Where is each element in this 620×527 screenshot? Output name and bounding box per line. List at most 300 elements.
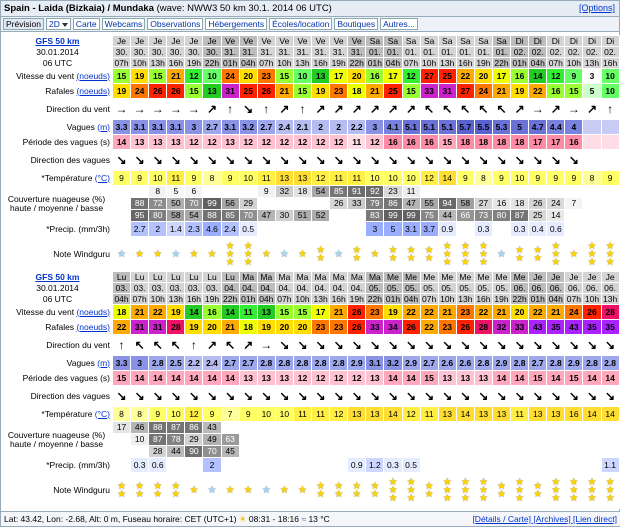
cloud-cell: 56: [221, 198, 239, 210]
wave-height-cell: 2.8: [583, 356, 601, 371]
header-cell: 04h: [259, 293, 274, 304]
star-icon: ★: [442, 257, 452, 268]
cloud-cell: 99: [402, 210, 420, 222]
wave-period-cell: 18: [511, 135, 529, 150]
precipitation-cell: 0.3: [131, 458, 149, 473]
tab-0[interactable]: Prévision: [3, 18, 44, 30]
wave-period-cell: 15: [420, 371, 438, 386]
precipitation-cell: [113, 458, 131, 473]
wave-direction-cell: [149, 386, 167, 407]
wind-speed-label-unit-link[interactable]: (noeuds): [76, 306, 110, 317]
star-icon: ★: [135, 489, 145, 500]
wave-direction-cell: [529, 386, 547, 407]
header-cell: 13h: [313, 293, 328, 304]
utc-label: 06 UTC: [3, 294, 113, 305]
cloud-cell: [239, 186, 257, 198]
model-link[interactable]: GFS 50 km: [35, 271, 80, 282]
star-icon: ★: [605, 257, 615, 268]
header-cell: 31.: [239, 47, 257, 58]
wind-direction-cell: [312, 335, 330, 356]
header-cell: Lu: [113, 272, 131, 283]
precipitation-cell: [565, 458, 583, 473]
gust-cell: 19: [185, 320, 203, 335]
star-icon: ★: [424, 489, 434, 500]
header-cell: Me: [402, 272, 420, 283]
cloud-cell: [239, 434, 257, 446]
wave-height-cell: 2.8: [601, 356, 619, 371]
wind-direction-cell: [312, 99, 330, 120]
star-icon: ★: [587, 249, 597, 260]
temperature-cell: 9: [113, 171, 131, 186]
header-cell: 02.: [565, 47, 583, 58]
wind-arrow-icon: ↘: [442, 338, 453, 352]
wave-height-cell: 5.1: [420, 120, 438, 135]
footer-links[interactable]: [Détails / Carte] [Archives] [Lien direct]: [472, 514, 617, 524]
precipitation-cell: [456, 458, 474, 473]
wave-height-cell: 3: [131, 356, 149, 371]
cloud-cell: 58: [167, 210, 185, 222]
precipitation-cell: 0.3: [474, 222, 492, 237]
rating-cell: [131, 237, 149, 273]
header-cell: Je: [185, 36, 203, 47]
cloud-cell: [420, 434, 438, 446]
wind-arrow-icon: ↗: [243, 338, 254, 352]
wind-speed-label-unit-link[interactable]: (noeuds): [76, 70, 110, 81]
rating-cell: [402, 237, 420, 273]
gust-cell: 35: [583, 320, 601, 335]
gust-cell: 19: [511, 84, 529, 99]
temperature-cell: 16: [565, 407, 583, 422]
cloud-cell: [438, 186, 456, 198]
star-icon: ★: [587, 485, 597, 496]
wave-arrow-icon: ↘: [188, 153, 199, 167]
precipitation-cell: [601, 222, 619, 237]
rating-stars: [171, 251, 180, 259]
rating-stars: [515, 247, 524, 263]
tab-6[interactable]: Écoles/location: [269, 18, 332, 30]
star-icon: ★: [497, 489, 506, 500]
cloud-cell: [402, 446, 420, 458]
wave-period-cell: 14: [185, 371, 203, 386]
star-icon: ★: [478, 493, 488, 504]
windguru-rating-label: Note Windguru: [3, 473, 113, 509]
wave-height-cell: 2: [330, 120, 348, 135]
wind-speed-cell: 20: [511, 305, 529, 320]
gust-cell: 31: [438, 84, 456, 99]
cloud-cell: 8: [149, 186, 167, 198]
sea-temp: 13 °C: [308, 514, 330, 524]
star-icon: ★: [225, 249, 235, 260]
rating-cell: [167, 237, 185, 273]
wave-arrow-icon: ↘: [261, 389, 272, 403]
header-cell: 13h: [168, 293, 183, 304]
header-cell: 16h: [331, 293, 346, 304]
cloud-cell: 88: [131, 198, 149, 210]
wave-direction-cell: [547, 150, 565, 171]
wave-direction-cell: [239, 150, 257, 171]
wind-arrow-icon: ↘: [387, 338, 398, 352]
star-icon: ★: [460, 241, 470, 252]
wave-height-cell: 2.8: [474, 356, 492, 371]
star-icon: ★: [406, 253, 416, 264]
gust-label-unit-link[interactable]: (noeuds): [76, 85, 110, 96]
wind-speed-cell: 3: [583, 69, 601, 84]
header-cell: 22h: [494, 57, 509, 68]
wave-period-cell: 12: [275, 135, 293, 150]
wave-height-cell: 5.1: [402, 120, 420, 135]
wind-speed-cell: 23: [257, 69, 275, 84]
star-icon: ★: [478, 485, 488, 496]
wave-height-cell: [601, 120, 619, 135]
wind-speed-cell: 18: [113, 305, 131, 320]
star-icon: ★: [316, 253, 326, 264]
gust-cell: 33: [366, 320, 384, 335]
precipitation-cell: [293, 222, 311, 237]
tab-bar: [1, 17, 619, 32]
cloud-cell: 85: [330, 186, 348, 198]
cloud-cell: [131, 446, 149, 458]
star-icon: ★: [225, 485, 235, 496]
cloud-cell: [456, 446, 474, 458]
rating-stars: [569, 479, 578, 503]
precipitation-cell: 0.4: [529, 222, 547, 237]
options-link[interactable]: [Options]: [578, 3, 615, 13]
precipitation-cell: 3.1: [402, 222, 420, 237]
wind-speed-cell: 14: [185, 305, 203, 320]
star-icon: ★: [587, 241, 597, 252]
precipitation-cell: 3.7: [420, 222, 438, 237]
cloud-cell: 83: [366, 210, 384, 222]
star-icon: ★: [207, 485, 217, 496]
wave-height-cell: 2.4: [203, 356, 221, 371]
wind-arrow-icon: ↘: [550, 338, 561, 352]
wave-arrow-icon: ↘: [496, 389, 507, 403]
header-cell: 04h: [241, 57, 256, 68]
header-cell: 30.: [203, 47, 221, 58]
wind-direction-cell: [203, 335, 221, 356]
wave-arrow-icon: ↘: [152, 153, 163, 167]
wind-direction-cell: [131, 99, 149, 120]
wind-speed-cell: 24: [565, 305, 583, 320]
temperature-label-unit-link[interactable]: (°C): [94, 172, 110, 183]
rating-cell: [456, 473, 474, 509]
rating-stars: [588, 243, 597, 267]
star-icon: ★: [406, 477, 416, 488]
cloud-cell: 79: [366, 198, 384, 210]
header-cell: Je: [131, 36, 149, 47]
wind-speed-cell: 16: [366, 69, 384, 84]
star-icon: ★: [460, 257, 470, 268]
star-icon: ★: [189, 249, 199, 260]
precipitation-cell: [239, 458, 257, 473]
waves-label-unit-link[interactable]: (m): [97, 357, 110, 368]
wave-direction-cell: [420, 386, 438, 407]
wind-speed-cell: 20: [348, 69, 366, 84]
precipitation-label: *Precip. (mm/3h): [3, 222, 113, 237]
cloud-cell: [601, 446, 619, 458]
star-icon: ★: [551, 241, 561, 252]
header-cell: 07h: [548, 57, 563, 68]
cloud-cell: 26: [529, 198, 547, 210]
star-icon: ★: [569, 493, 579, 504]
star-icon: ★: [243, 241, 253, 252]
wind-direction-cell: [275, 99, 293, 120]
gust-label-unit-link[interactable]: (noeuds): [76, 321, 110, 332]
wind-direction-cell: [547, 99, 565, 120]
star-icon: ★: [298, 249, 307, 260]
wind-speed-cell: 20: [239, 69, 257, 84]
header-cell: 01.: [366, 47, 384, 58]
cloud-cell: 5: [167, 186, 185, 198]
rating-cell: [547, 473, 565, 509]
cloud-cell: 85: [221, 210, 239, 222]
cloud-cell: 50: [167, 198, 185, 210]
precipitation-cell: [185, 458, 203, 473]
wave-arrow-icon: ↘: [460, 389, 471, 403]
wave-period-cell: 14: [167, 371, 185, 386]
wind-arrow-icon: ↘: [478, 338, 489, 352]
wind-arrow-icon: ↖: [225, 338, 236, 352]
temperature-cell: 9: [185, 171, 203, 186]
model-label: [3, 36, 113, 47]
cloud-cell: 51: [293, 210, 311, 222]
wave-period-cell: 14: [492, 371, 510, 386]
wave-direction-cell: [384, 150, 402, 171]
header-cell: Je: [167, 36, 185, 47]
gust-cell: 25: [384, 84, 402, 99]
precipitation-cell: [547, 458, 565, 473]
temperature-cell: 11: [312, 407, 330, 422]
chevron-down-icon: [62, 23, 68, 27]
cloud-cell: [239, 422, 257, 434]
cloud-cell: [601, 422, 619, 434]
cloud-cell: [601, 434, 619, 446]
temperature-cell: 13: [529, 407, 547, 422]
rating-stars: [407, 247, 416, 263]
rating-cell: [312, 473, 330, 509]
wave-height-cell: 2.7: [203, 120, 221, 135]
wind-direction-cell: [384, 99, 402, 120]
wind-arrow-icon: ↖: [134, 338, 145, 352]
wind-arrow-icon: ↘: [315, 338, 326, 352]
cloud-cell: 66: [456, 210, 474, 222]
header-cell: 22h: [512, 293, 527, 304]
star-icon: ★: [388, 477, 398, 488]
wave-period-cell: 12: [348, 371, 366, 386]
tab-7[interactable]: Boutiques: [334, 18, 378, 30]
header-cell: 03.: [131, 283, 149, 294]
wind-speed-cell: 27: [420, 69, 438, 84]
header-cell: 13h: [440, 57, 455, 68]
waves-label-unit-link[interactable]: (m): [97, 121, 110, 132]
cloud-cell: 47: [402, 198, 420, 210]
wave-height-cell: 2.8: [312, 356, 330, 371]
wind-direction-cell: [474, 335, 492, 356]
header-cell: Sa: [456, 36, 474, 47]
cloud-cell: [511, 186, 529, 198]
precipitation-cell: [583, 222, 601, 237]
wave-period-cell: 18: [456, 135, 474, 150]
cloud-cell: [239, 446, 257, 458]
header-cell: 07h: [114, 57, 129, 68]
header-cell: Lu: [131, 272, 149, 283]
header-cell: 05.: [438, 283, 456, 294]
rating-cell: [149, 237, 167, 273]
star-icon: ★: [551, 257, 561, 268]
wind-speed-cell: 21: [167, 69, 185, 84]
wind-direction-cell: [474, 99, 492, 120]
header-cell: 10h: [132, 57, 147, 68]
wave-arrow-icon: ↘: [550, 389, 561, 403]
star-icon: ★: [442, 241, 452, 252]
cloud-cell: 52: [312, 210, 330, 222]
header-cell: 03.: [185, 283, 203, 294]
cloud-cell: 29: [185, 434, 203, 446]
wave-arrow-icon: ↘: [116, 153, 127, 167]
wind-arrow-icon: ↖: [424, 102, 435, 116]
star-icon: ★: [334, 249, 344, 260]
star-icon: ★: [406, 485, 416, 496]
cloud-cell: 26: [330, 198, 348, 210]
star-icon: ★: [388, 493, 398, 504]
cloud-cell: [565, 446, 583, 458]
wave-direction-cell: [203, 386, 221, 407]
cloud-cell: 80: [149, 210, 167, 222]
wind-speed-cell: 22: [402, 305, 420, 320]
rating-stars: [388, 479, 397, 503]
header-cell: Me: [420, 272, 438, 283]
cloud-cell: [330, 210, 348, 222]
gust-cell: 26: [348, 320, 366, 335]
wind-speed-cell: 17: [384, 69, 402, 84]
wave-arrow-icon: ↘: [261, 153, 272, 167]
header-cell: Sa: [366, 36, 384, 47]
rating-stars: [533, 247, 542, 263]
wind-speed-cell: 15: [149, 69, 167, 84]
wave-height-cell: 4: [565, 120, 583, 135]
wave-period-cell: 15: [438, 135, 456, 150]
temperature-cell: 12: [312, 171, 330, 186]
rating-stars: [280, 251, 289, 259]
header-cell: 04.: [221, 283, 239, 294]
cloud-cell: [312, 422, 330, 434]
star-icon: ★: [135, 249, 145, 260]
star-icon: ★: [497, 249, 506, 260]
wave-height-cell: 2.9: [348, 356, 366, 371]
wave-height-cell: 2.8: [275, 356, 293, 371]
header-cell: Je: [583, 272, 601, 283]
tab-2[interactable]: Carte: [73, 18, 100, 30]
cloud-cell: 80: [492, 210, 510, 222]
cloud-cell: 47: [257, 210, 275, 222]
temperature-label-unit-link[interactable]: (°C): [94, 408, 110, 419]
temperature-cell: 7: [221, 407, 239, 422]
wind-arrow-icon: ↘: [297, 338, 308, 352]
cloud-cell: 92: [366, 186, 384, 198]
header-cell: 13h: [295, 57, 310, 68]
star-icon: ★: [460, 485, 470, 496]
wind-direction-cell: [167, 335, 185, 356]
cloud-cell: 90: [185, 446, 203, 458]
rating-cell: [384, 473, 402, 509]
cloud-cell: [583, 422, 601, 434]
header-cell: 02.: [547, 47, 565, 58]
temperature-cell: 13: [492, 407, 510, 422]
wave-period-cell: 13: [474, 371, 492, 386]
rating-cell: [492, 237, 510, 273]
sea-temp-icon: ≈: [301, 514, 307, 524]
tab-8[interactable]: Autres...: [380, 18, 418, 30]
cloud-cell: 23: [384, 186, 402, 198]
wave-arrow-icon: ↘: [206, 389, 218, 403]
header-cell: 10h: [584, 293, 600, 304]
star-icon: ★: [605, 477, 615, 488]
header-cell: 16h: [168, 57, 183, 68]
star-icon: ★: [442, 485, 452, 496]
header-cell: 04h: [114, 293, 129, 304]
header-cell: 05.: [456, 283, 474, 294]
wind-direction-cell: [167, 99, 185, 120]
precipitation-cell: 0.5: [239, 222, 257, 237]
wind-speed-cell: 16: [511, 69, 529, 84]
rating-cell: [583, 237, 601, 273]
header-cell: Ve: [293, 36, 311, 47]
rating-stars: [388, 247, 397, 263]
model-link[interactable]: GFS 50 km: [35, 35, 80, 46]
precipitation-cell: [330, 222, 348, 237]
rating-cell: [583, 473, 601, 509]
wave-arrow-icon: ↘: [496, 153, 507, 167]
wave-height-cell: 4.1: [384, 120, 402, 135]
rating-stars: [497, 483, 506, 499]
gust-cell: 16: [547, 84, 565, 99]
cloud-cell: [312, 434, 330, 446]
tab-5[interactable]: Hébergements: [205, 18, 267, 30]
wave-height-cell: 3.3: [113, 120, 131, 135]
star-icon: ★: [352, 253, 362, 264]
wave-arrow-icon: ↘: [586, 389, 598, 403]
gust-cell: 23: [330, 320, 348, 335]
wave-direction-cell: [131, 150, 149, 171]
wind-speed-cell: 14: [221, 305, 239, 320]
cloud-cell: [456, 422, 474, 434]
wave-height-cell: 2.8: [257, 356, 275, 371]
wind-direction-cell: [492, 335, 510, 356]
rating-cell: [203, 473, 221, 509]
wave-arrow-icon: ↘: [387, 389, 398, 403]
wind-arrow-icon: ↘: [351, 338, 362, 352]
rating-stars: [298, 251, 307, 259]
wind-direction-cell: [239, 335, 257, 356]
tab-4[interactable]: Observations: [147, 18, 203, 30]
tab-1[interactable]: 2D: [46, 18, 71, 30]
waves-label: Vagues (m): [3, 356, 113, 371]
gust-label: Rafales (noeuds): [3, 320, 113, 335]
rating-cell: [420, 237, 438, 273]
wave-direction-cell: [384, 386, 402, 407]
cloud-cell: [384, 434, 402, 446]
tab-3[interactable]: Webcams: [102, 18, 146, 30]
wind-arrow-icon: ↖: [496, 102, 507, 116]
cloud-cell: [511, 434, 529, 446]
header-cell: 31.: [257, 47, 275, 58]
header-cell: 31.: [330, 47, 348, 58]
header-cell: Je: [203, 36, 221, 47]
cloud-cell: [565, 210, 583, 222]
cloud-cell: [583, 434, 601, 446]
star-icon: ★: [316, 489, 326, 500]
wind-arrow-icon: ↗: [206, 102, 218, 116]
